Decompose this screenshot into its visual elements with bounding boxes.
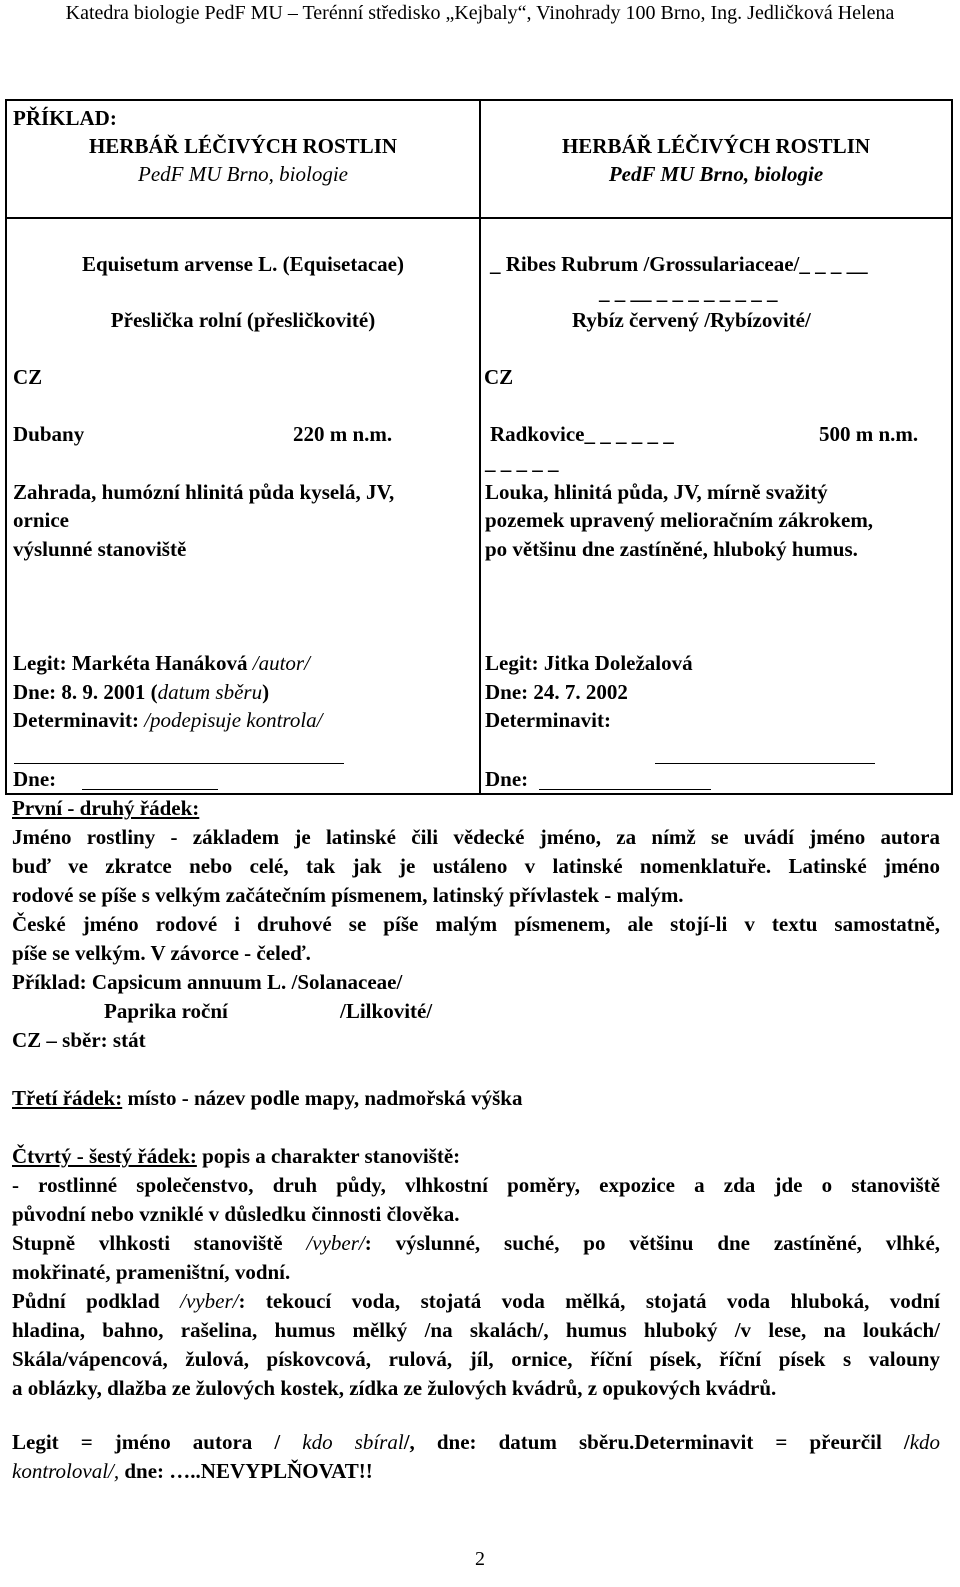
right-altitude: 500 m n.m. bbox=[819, 422, 919, 446]
instructions bbox=[12, 794, 940, 1486]
left-latin-name: Equisetum arvense L. (Equisetacae) bbox=[82, 252, 404, 276]
right-latin-name-cont: _ _ __ _ _ _ _ _ _ _ _ bbox=[599, 280, 778, 304]
herbarium-label-table bbox=[5, 99, 953, 795]
right-legit: Legit: Jitka Doležalová bbox=[485, 651, 693, 675]
page-header: Katedra biologie PedF MU – Terénní středisko „Kejbaly“, Vinohrady 100 Brno, Ing. Jedličková Helena bbox=[65, 2, 895, 24]
moisture-label: Stupně vlhkosti stanoviště bbox=[12, 1231, 307, 1255]
right-title: HERBÁŘ LÉČIVÝCH ROSTLIN bbox=[561, 134, 871, 158]
row46-line-2: původní nebo vzniklé v důsledku činnosti člověka. bbox=[12, 1202, 460, 1226]
left-date bbox=[13, 678, 269, 706]
row12-line-5: píše se velkým. V závorce - čeleď. bbox=[12, 941, 311, 965]
soil-line bbox=[12, 1287, 940, 1316]
row3-line bbox=[12, 1084, 940, 1113]
left-legit-label: Legit: Markéta Hanáková bbox=[13, 651, 248, 675]
legit-def-c: dne: …..NEVYPLŇOVAT!! bbox=[119, 1459, 373, 1483]
soil-line-2: Skála/vápencová, žulová, pískovcová, rulová, jíl, ornice, říční písek, říční písek s valouny bbox=[12, 1347, 940, 1371]
row12-heading-text: První - druhý řádek: bbox=[12, 796, 200, 820]
left-place: Dubany bbox=[13, 422, 85, 446]
legit-definition-cont bbox=[12, 1457, 940, 1486]
right-country: CZ bbox=[484, 365, 514, 389]
page-number: 2 bbox=[475, 1548, 485, 1570]
left-title: HERBÁŘ LÉČIVÝCH ROSTLIN bbox=[88, 134, 398, 158]
row12-line-3: rodové se píše s velkým začátečním písmenem, latinský přívlastek - malým. bbox=[12, 883, 684, 907]
example-czech-line bbox=[12, 997, 940, 1026]
right-habitat-line-3: po většinu dne zastíněné, hluboký humus. bbox=[485, 537, 858, 561]
left-det-note: /podepisuje kontrola/ bbox=[144, 708, 323, 732]
right-habitat-line-1: Louka, hlinitá půda, JV, mírně svažitý bbox=[485, 480, 828, 504]
left-country: CZ bbox=[13, 365, 43, 389]
left-altitude: 220 m n.m. bbox=[293, 422, 393, 446]
left-date-label: Dne: 8. 9. 2001 ( bbox=[13, 680, 158, 704]
legit-def-note3: kontroloval/, bbox=[12, 1459, 120, 1483]
cz-line: CZ – sběr: stát bbox=[12, 1028, 146, 1052]
left-det-date: Dne: bbox=[13, 767, 57, 791]
moisture-cont: mokřinaté, prameništní, vodní. bbox=[12, 1260, 291, 1284]
table-horizontal-divider bbox=[7, 217, 951, 219]
example-family: /Lilkovité/ bbox=[340, 999, 433, 1023]
left-determinavit-signature-line bbox=[14, 763, 344, 764]
left-heading: PŘÍKLAD: bbox=[13, 106, 117, 130]
left-date-note: datum sběru bbox=[157, 680, 263, 704]
right-date: Dne: 24. 7. 2002 bbox=[485, 680, 628, 704]
moisture-text: : výslunné, suché, po většinu dne zastíněné, vlhké, bbox=[364, 1231, 941, 1255]
row46-heading: Čtvrtý - šestý řádek: bbox=[12, 1144, 197, 1168]
left-det-label: Determinavit: bbox=[13, 708, 139, 732]
left-date-close: ) bbox=[262, 680, 270, 704]
left-habitat-line-1: Zahrada, humózní hlinitá půda kyselá, JV, bbox=[13, 480, 395, 504]
row12-line-4: České jméno rodové i druhové se píše malým písmenem, ale stojí-li v textu samostatně, bbox=[12, 912, 940, 936]
right-latin-name: _ Ribes Rubrum /Grossulariaceae/_ _ _ __ bbox=[490, 252, 868, 276]
legit-def-note: kdo sbíral bbox=[302, 1430, 404, 1454]
left-det-date-line bbox=[82, 789, 218, 790]
example-czech: Paprika roční bbox=[104, 999, 228, 1023]
soil-line-3: a oblázky, dlažba ze žulových kostek, zídka ze žulových kvádrů, z opukových kvádrů. bbox=[12, 1376, 777, 1400]
legit-definition-line bbox=[12, 1428, 940, 1457]
right-place-cont: _ _ _ _ _ bbox=[485, 450, 559, 474]
right-det-date: Dne: bbox=[485, 767, 529, 791]
row12-line-2: buď ve zkratce nebo celé, tak jak je ustáleno v latinské nomenklatuře. Latinské jméno bbox=[12, 854, 940, 878]
legit-def-note2: kdo bbox=[909, 1430, 941, 1454]
right-determinavit-signature-line bbox=[655, 763, 875, 764]
right-det-date-line bbox=[539, 789, 711, 790]
soil-label: Půdní podklad bbox=[12, 1289, 181, 1313]
soil-line-1: hladina, bahno, rašelina, humus mělký /na skalách/, humus hluboký /v lese, na loukách/ bbox=[12, 1318, 940, 1342]
right-habitat-line-2: pozemek upravený melioračním zákrokem, bbox=[485, 508, 874, 532]
left-legit bbox=[13, 649, 310, 677]
right-czech-name: Rybíz červený /Rybízovité/ bbox=[572, 308, 811, 332]
row3-heading: Třetí řádek: bbox=[12, 1086, 123, 1110]
row46-line bbox=[12, 1142, 940, 1171]
left-habitat-line-3: výslunné stanoviště bbox=[13, 537, 187, 561]
moisture-line bbox=[12, 1229, 940, 1258]
moisture-note: /vyber/ bbox=[306, 1231, 365, 1255]
legit-def-b: /, dne: datum sběru.Determinavit = přeurčil / bbox=[403, 1430, 910, 1454]
row12-line-1: Jméno rostliny - základem je latinské čili vědecké jméno, za nímž se uvádí jméno autora bbox=[12, 825, 940, 849]
left-determinavit bbox=[13, 706, 323, 734]
legit-def-a: Legit = jméno autora / bbox=[12, 1430, 303, 1454]
row46-text: popis a charakter stanoviště: bbox=[196, 1144, 461, 1168]
soil-note: /vyber/ bbox=[180, 1289, 239, 1313]
row46-line-1: - rostlinné společenstvo, druh půdy, vlhkostní poměry, expozice a zda jde o stanoviště bbox=[12, 1173, 940, 1197]
left-subtitle: PedF MU Brno, biologie bbox=[138, 162, 348, 186]
right-place: Radkovice_ _ _ _ _ _ bbox=[490, 422, 674, 446]
row12-heading bbox=[12, 794, 940, 823]
row3-text: místo - název podle mapy, nadmořská výška bbox=[122, 1086, 523, 1110]
right-subtitle: PedF MU Brno, biologie bbox=[608, 162, 824, 186]
table-vertical-divider bbox=[479, 101, 481, 793]
soil-text: : tekoucí voda, stojatá voda mělká, stojatá voda hluboká, vodní bbox=[238, 1289, 940, 1313]
example-line: Příklad: Capsicum annuum L. /Solanaceae/ bbox=[12, 970, 403, 994]
left-legit-note: /autor/ bbox=[252, 651, 310, 675]
right-determinavit: Determinavit: bbox=[485, 708, 611, 732]
left-czech-name: Přeslička rolní (přesličkovité) bbox=[110, 308, 376, 332]
left-habitat-line-2: ornice bbox=[13, 508, 69, 532]
